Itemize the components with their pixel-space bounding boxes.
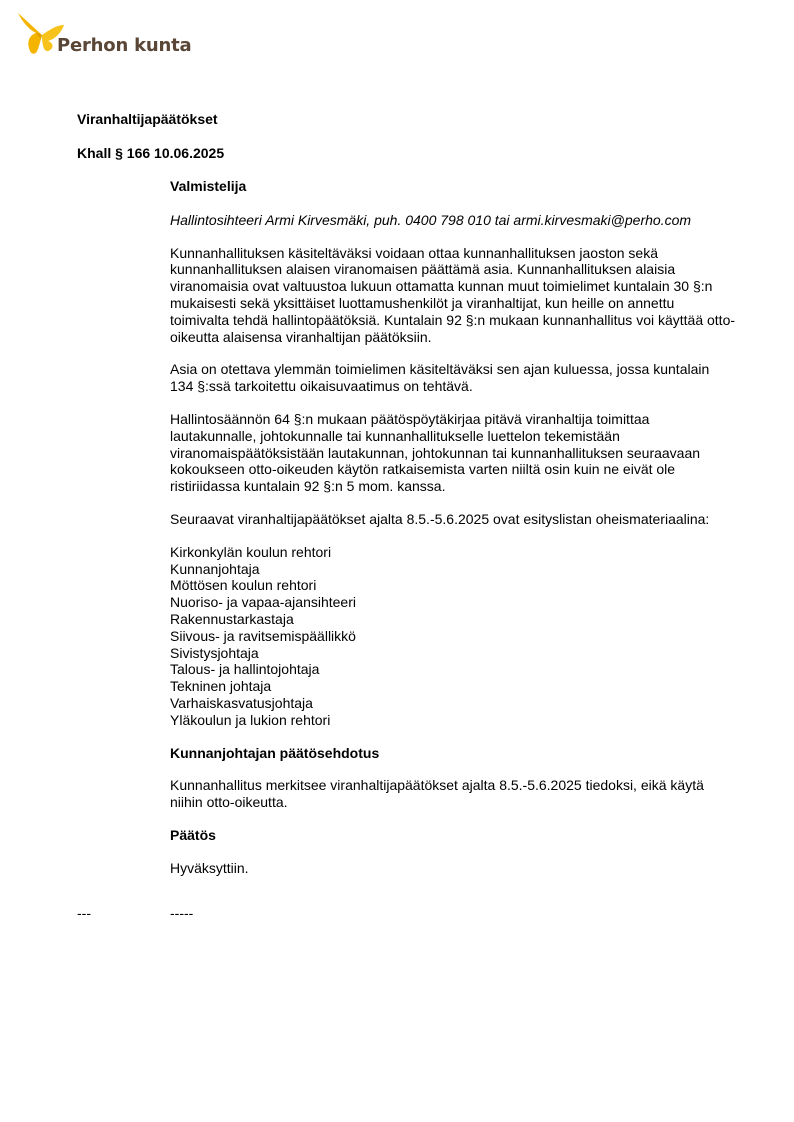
document-body — [170, 178, 736, 877]
org-name: Perhon kunta — [57, 35, 192, 56]
end-marker-right: ----- — [170, 905, 194, 921]
decision-text: Hyväksyttiin. — [170, 859, 249, 876]
list-item: Sivistysjohtaja — [170, 644, 259, 661]
preparer-info: Hallintosihteeri Armi Kirvesmäki, puh. 0400 798 010 tai armi.kirvesmaki@perho.com — [170, 211, 692, 228]
paragraph: Seuraavat viranhaltijapäätökset ajalta 8.5.-5.6.2025 ovat esityslistan oheismateriaalina: — [170, 510, 710, 527]
officials-list — [170, 544, 736, 729]
list-item: Siivous- ja ravitsemispäällikkö — [170, 627, 356, 644]
list-item: Tekninen johtaja — [170, 678, 272, 695]
document-reference: Khall § 166 10.06.2025 — [77, 145, 225, 161]
list-item: Möttösen koulun rehtori — [170, 577, 317, 594]
list-item: Talous- ja hallintojohtaja — [170, 661, 320, 678]
document-title: Viranhaltijapäätökset — [77, 111, 218, 127]
list-item: Yläkoulun ja lukion rehtori — [170, 711, 331, 728]
paragraph: Kunnanhallituksen käsiteltäväksi voidaan ottaa kunnanhallituksen jaoston sekä kunnanhallituksen alaisen viranomaisen päättämä asia. Kunnanhallituksen alaisia viranomaisia ovat valtuustoa lukuun ottamatta kunnan muut toimielimet kuntalain 30 §:n mukaisesti sekä yksittäiset luottamushenkilöt ja viranhaltijat, kun heille on annettu toimivalta tehdä hallintopäätöksiä. Kuntalain 92 §:n mukaan kunnanhallitus voi käyttää otto-oikeutta alaisensa viranhaltijan päätöksiin. — [170, 244, 736, 345]
preparer-heading: Valmistelija — [170, 178, 247, 194]
proposal-text: Kunnanhallitus merkitsee viranhaltijapäätökset ajalta 8.5.-5.6.2025 tiedoksi, eikä käytä niihin otto-oikeutta. — [170, 777, 704, 811]
end-marker-left: --- — [77, 905, 91, 921]
list-item: Nuoriso- ja vapaa-ajansihteeri — [170, 594, 356, 611]
proposal-heading: Kunnanjohtajan päätösehdotus — [170, 744, 380, 761]
list-item: Varhaiskasvatusjohtaja — [170, 694, 313, 711]
list-item: Rakennustarkastaja — [170, 610, 294, 627]
list-item: Kunnanjohtaja — [170, 560, 260, 577]
decision-heading: Päätös — [170, 826, 216, 843]
list-item: Kirkonkylän koulun rehtori — [170, 543, 332, 560]
paragraph: Asia on otettava ylemmän toimielimen käsiteltäväksi sen ajan kuluessa, jossa kuntalain 134 §:ssä tarkoitettu oikaisuvaatimus on tehtävä. — [170, 361, 710, 395]
paragraph: Hallintosäännön 64 §:n mukaan päätöspöytäkirjaa pitävä viranhaltija toimittaa lautakunnalle, johtokunnalle tai kunnanhallitukselle luettelon tekemistään viranomaispäätöksistään lautakunnan, johtokunnan tai kunnanhallituksen seuraavaan kokoukseen otto-oikeuden käytön ratkaisemista varten niiltä osin kuin ne eivät ole ristiriidassa kuntalain 92 §:n 5 mom. kanssa. — [170, 410, 701, 495]
